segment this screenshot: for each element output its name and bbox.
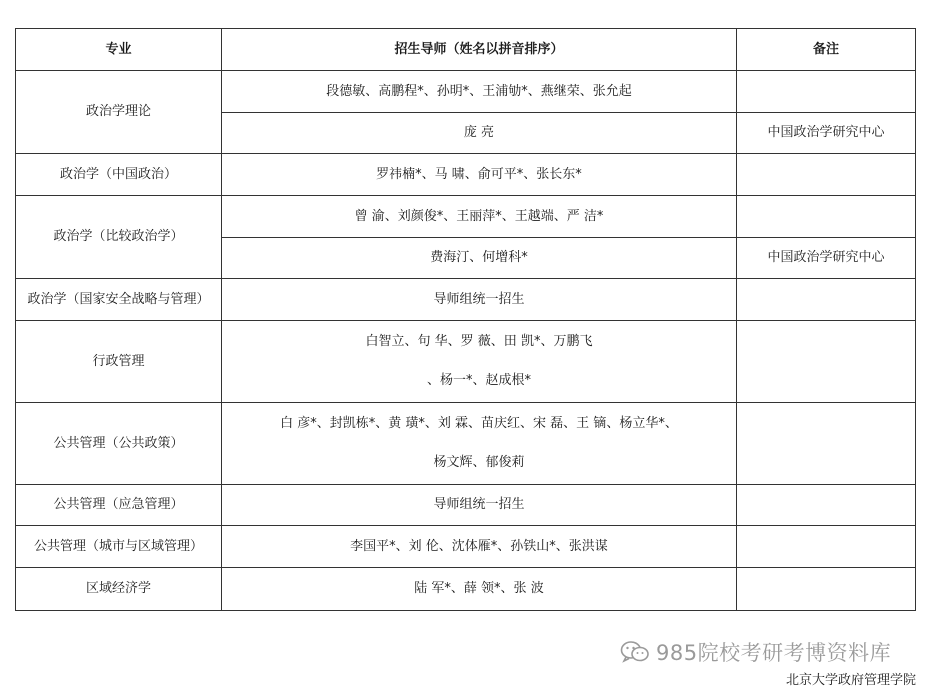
tutors-cell — [222, 321, 737, 403]
tutors-cell: 导师组统一招生 — [222, 485, 737, 526]
tutors-cell: 费海汀、何增科* — [222, 238, 737, 279]
table-row — [16, 485, 916, 526]
watermark — [620, 637, 891, 667]
watermark-text: 985院校考研考博资料库 — [656, 641, 892, 665]
tutors-cell: 段德敏、高鹏程*、孙明*、王浦劬*、燕继荣、张允起 — [222, 71, 737, 113]
major-cell: 区域经济学 — [16, 568, 222, 611]
footer-source: 北京大学政府管理学院 — [785, 673, 916, 688]
tutors-cell: 曾 渝、刘颜俊*、王丽萍*、王越端、严 洁* — [222, 196, 737, 238]
tutor-table — [15, 28, 916, 611]
tutors-cell: 罗祎楠*、马 啸、俞可平*、张长东* — [222, 154, 737, 196]
note-cell: 中国政治学研究中心 — [737, 238, 916, 279]
header-note: 备注 — [737, 29, 916, 71]
tutors-line-2: 、杨一*、赵成根* — [426, 373, 531, 388]
major-cell: 行政管理 — [16, 321, 222, 403]
tutors-cell: 庞 亮 — [222, 113, 737, 154]
major-cell: 政治学（国家安全战略与管理） — [16, 279, 222, 321]
note-cell — [737, 71, 916, 113]
table-header-row — [16, 29, 916, 71]
major-cell: 公共管理（城市与区域管理） — [16, 526, 222, 568]
major-cell: 政治学（中国政治） — [16, 154, 222, 196]
note-cell — [737, 485, 916, 526]
major-cell: 公共管理（公共政策） — [16, 403, 222, 485]
note-cell — [737, 568, 916, 611]
table-row — [16, 196, 916, 238]
major-cell: 公共管理（应急管理） — [16, 485, 222, 526]
table-row — [16, 321, 916, 403]
header-tutors: 招生导师（姓名以拼音排序） — [222, 29, 737, 71]
note-cell — [737, 196, 916, 238]
table-row — [16, 279, 916, 321]
note-cell — [737, 279, 916, 321]
major-cell: 政治学理论 — [16, 71, 222, 154]
table-row — [16, 403, 916, 485]
table-row — [16, 526, 916, 568]
table-row — [16, 568, 916, 611]
table-row — [16, 154, 916, 196]
header-major: 专业 — [16, 29, 222, 71]
note-cell — [737, 321, 916, 403]
note-cell — [737, 403, 916, 485]
note-cell — [737, 154, 916, 196]
tutors-line-1: 白智立、句 华、罗 薇、田 凯*、万鹏飞 — [365, 334, 593, 349]
tutors-cell — [222, 403, 737, 485]
table-row — [16, 71, 916, 113]
note-cell: 中国政治学研究中心 — [737, 113, 916, 154]
wechat-icon — [620, 640, 650, 664]
tutors-line-2: 杨文辉、郁俊莉 — [433, 455, 525, 470]
tutors-cell: 陆 军*、薛 领*、张 波 — [222, 568, 737, 611]
tutors-line-1: 白 彦*、封凯栋*、黄 璜*、刘 霖、苗庆红、宋 磊、王 镝、杨立华*、 — [280, 416, 678, 431]
tutors-cell: 李国平*、刘 伦、沈体雁*、孙铁山*、张洪谋 — [222, 526, 737, 568]
note-cell — [737, 526, 916, 568]
tutors-cell: 导师组统一招生 — [222, 279, 737, 321]
major-cell: 政治学（比较政治学） — [16, 196, 222, 279]
